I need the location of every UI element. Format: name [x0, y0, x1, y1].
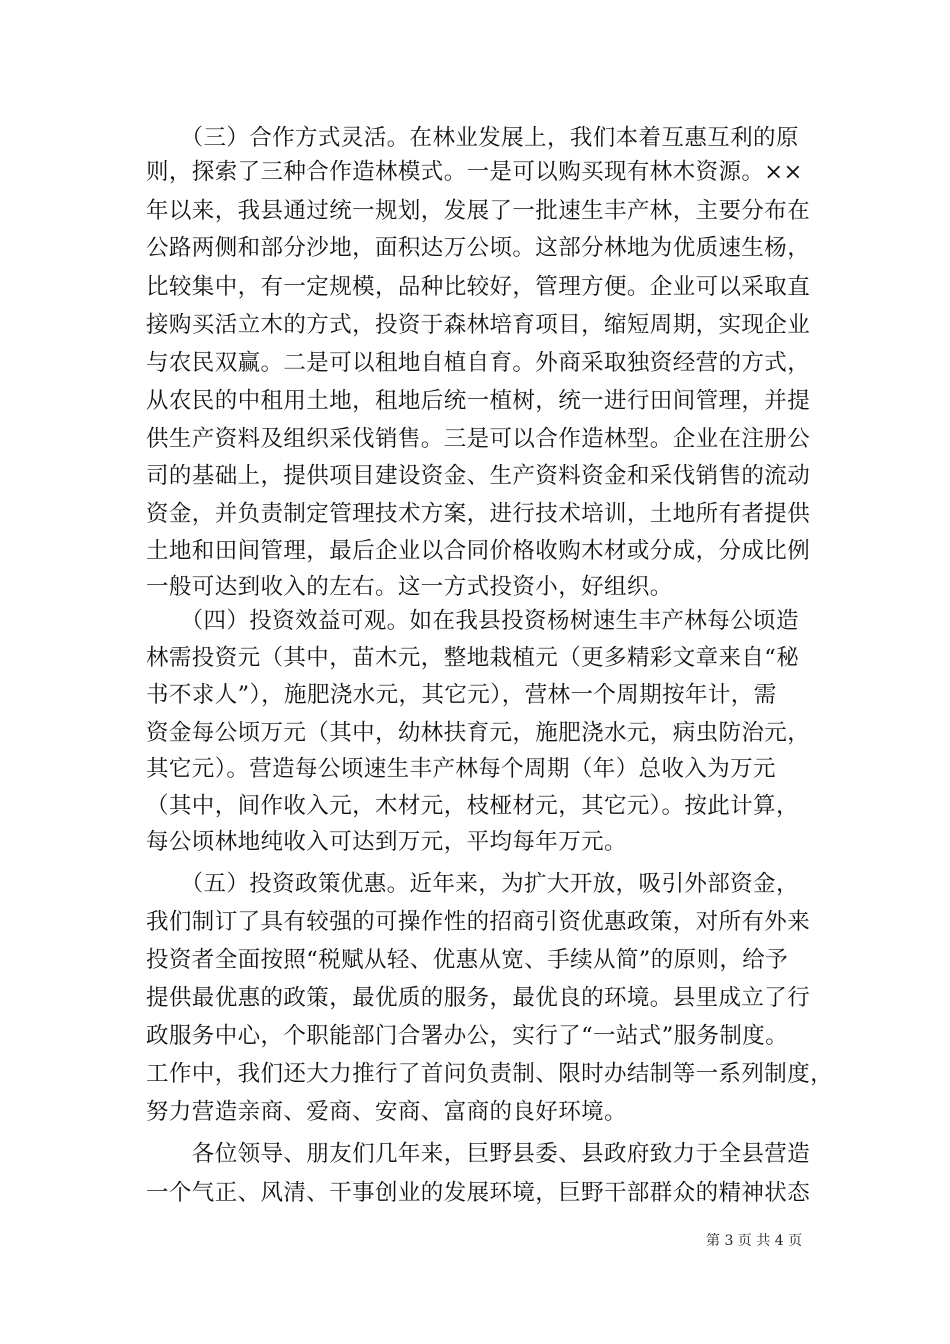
- text-line: 土地和田间管理，最后企业以合同价格收购木材或分成，分成比例: [146, 538, 811, 564]
- text-line: 公路两侧和部分沙地，面积达万公顷。这部分林地为优质速生杨，: [146, 235, 811, 261]
- text-line: 一般可达到收入的左右。这一方式投资小，好组织。: [146, 574, 673, 600]
- text-line: 投资者全面按照“税赋从轻、优惠从宽、手续从简”的原则，给予: [146, 947, 789, 973]
- text-line: 比较集中，有一定规模，品种比较好，管理方便。企业可以采取直: [146, 274, 811, 300]
- text-line: （三）合作方式灵活。在林业发展上，我们本着互惠互利的原: [146, 125, 799, 151]
- text-line: 司的基础上，提供项目建设资金、生产资料资金和采伐销售的流动: [146, 463, 811, 489]
- text-line: 一个气正、风清、干事创业的发展环境，巨野干部群众的精神状态: [146, 1180, 811, 1206]
- text-line: 各位领导、朋友们几年来，巨野县委、县政府致力于全县营造: [146, 1141, 811, 1167]
- text-line: 工作中，我们还大力推行了首问负责制、限时办结制等一系列制度，: [146, 1061, 834, 1087]
- text-line: 每公顷林地纯收入可达到万元，平均每年万元。: [146, 829, 627, 855]
- text-line: 其它元）。营造每公顷速生丰产林每个周期（年）总收入为万元: [146, 756, 776, 782]
- text-line: （四）投资效益可观。如在我县投资杨树速生丰产林每公顷造: [146, 608, 799, 634]
- text-line: 资金每公顷万元（其中，幼林扶育元，施肥浇水元，病虫防治元，: [146, 720, 811, 746]
- text-line: 接购买活立木的方式，投资于森林培育项目，缩短周期，实现企业: [146, 312, 811, 338]
- text-line: 年以来，我县通过统一规划，发展了一批速生丰产林，主要分布在: [146, 198, 811, 224]
- text-line: （五）投资政策优惠。近年来，为扩大开放，吸引外部资金，: [146, 871, 799, 897]
- text-line: 努力营造亲商、爱商、安商、富商的良好环境。: [146, 1099, 627, 1125]
- text-line: 书不求人”），施肥浇水元，其它元），营林一个周期按年计，需: [146, 682, 777, 708]
- text-line: 政服务中心，个职能部门合署办公，实行了“一站式”服务制度。: [146, 1023, 789, 1049]
- text-line: （其中，间作收入元，木材元，枝桠材元，其它元）。按此计算，: [146, 793, 799, 819]
- text-line: 则，探索了三种合作造林模式。一是可以购买现有林木资源。××: [146, 159, 803, 185]
- text-line: 林需投资元（其中，苗木元，整地栽植元（更多精彩文章来自“秘: [146, 645, 800, 671]
- text-line: 我们制订了具有较强的可操作性的招商引资优惠政策，对所有外来: [146, 909, 811, 935]
- page-number-footer: 第 3 页 共 4 页: [706, 1233, 803, 1249]
- text-line: 从农民的中租用土地，租地后统一植树，统一进行田间管理，并提: [146, 388, 811, 414]
- text-line: 资金，并负责制定管理技术方案，进行技术培训，土地所有者提供: [146, 501, 811, 527]
- text-line: 供生产资料及组织采伐销售。三是可以合作造林型。企业在注册公: [146, 426, 811, 452]
- text-line: 提供最优惠的政策，最优质的服务，最优良的环境。县里成立了行: [146, 985, 811, 1011]
- text-line: 与农民双赢。二是可以租地自植自育。外商采取独资经营的方式，: [146, 350, 811, 376]
